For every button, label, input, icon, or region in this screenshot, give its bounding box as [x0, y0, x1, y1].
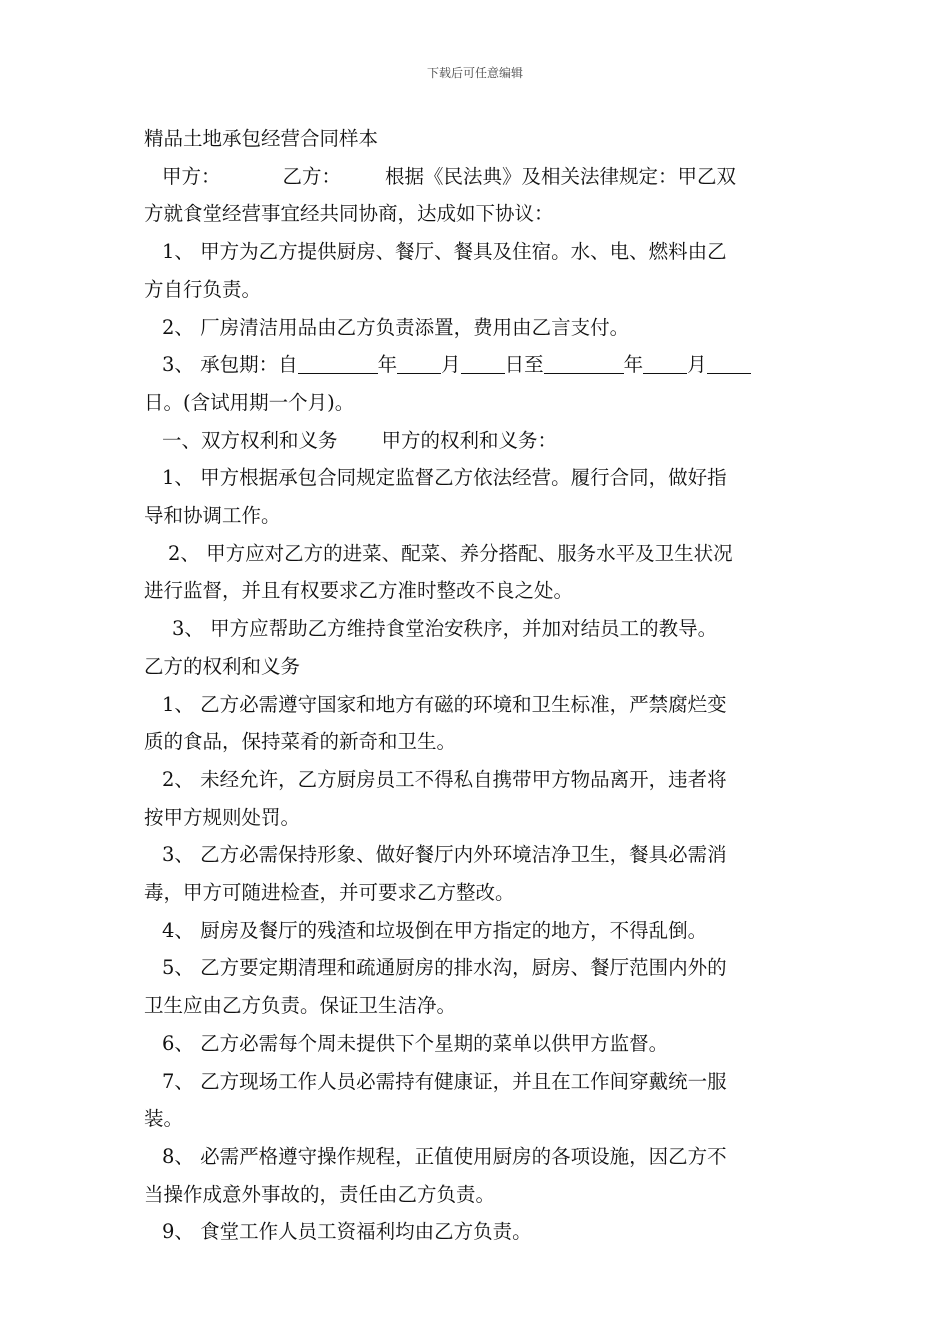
party-b-duty-8-line-1: 8、 必需严格遵守操作规程，正值使用厨房的各项设施，因乙方不 [162, 1144, 727, 1168]
party-b-duty-1-line-2: 质的食品，保持菜肴的新奇和卫生。 [144, 730, 457, 754]
term-prefix: 3、 承包期：自 [162, 353, 298, 377]
preamble-line-1 [144, 158, 809, 196]
party-b-duty-4: 4、 厨房及餐厅的残渣和垃圾倒在甲方指定的地方，不得乱倒。 [162, 918, 708, 942]
term-line-2: 日。(含试用期一个月)。 [144, 390, 355, 414]
party-b-duty-8-line-2: 当操作成意外事故的，责任由乙方负责。 [144, 1182, 496, 1206]
preamble-line-2: 方就食堂经营事宜经共同协商，达成如下协议： [144, 202, 554, 226]
term-line-1 [144, 346, 809, 384]
party-b-duty-5-line-2: 卫生应由乙方负责。保证卫生洁净。 [144, 994, 457, 1018]
party-a-duty-1-line-1: 1、 甲方根据承包合同规定监督乙方依法经营。履行合同，做好指 [162, 466, 727, 490]
document-body [144, 120, 809, 1251]
party-b-duty-7-line-1: 7、 乙方现场工作人员必需持有健康证，并且在工作间穿戴统一服 [162, 1069, 727, 1093]
party-b-duty-1-line-1: 1、 乙方必需遵守国家和地方有磁的环境和卫生标准，严禁腐烂变 [162, 692, 727, 716]
clause-1-line-2: 方自行负责。 [144, 277, 262, 301]
party-b-duty-2-line-2: 按甲方规则处罚。 [144, 805, 301, 829]
section-1-heading [144, 422, 809, 460]
start-month-blank [397, 354, 441, 375]
party-b-duty-6: 6、 乙方必需每个周未提供下个星期的菜单以供甲方监督。 [162, 1031, 669, 1055]
party-b-duty-5-line-1: 5、 乙方要定期清理和疏通厨房的排水沟，厨房、餐厅范围内外的 [162, 956, 727, 980]
party-b-duty-3-line-1: 3、 乙方必需保持形象、做好餐厅内外环境洁净卫生，餐具必需消 [162, 843, 727, 867]
term-month-label: 月 [441, 353, 461, 377]
party-a-label: 甲方： [162, 164, 221, 188]
clause-1-line-1: 1、 甲方为乙方提供厨房、餐厅、餐具及住宿。水、电、燃料由乙 [162, 240, 727, 264]
section-2-heading: 乙方的权利和义务 [144, 654, 301, 678]
start-day-blank [461, 354, 505, 375]
term-day-to-label: 日至 [504, 353, 544, 377]
party-b-duty-2-line-1: 2、 未经允许，乙方厨房员工不得私自携带甲方物品离开，违者将 [162, 767, 727, 791]
party-b-duty-3-line-2: 毒，甲方可随进检查，并可要求乙方整改。 [144, 881, 515, 905]
party-a-duty-1-line-2: 导和协调工作。 [144, 504, 281, 528]
party-b-duty-7-line-2: 装。 [144, 1107, 184, 1131]
party-b-duty-9: 9、 食堂工作人员工资福利均由乙方负责。 [162, 1220, 532, 1244]
preamble-text: 根据《民法典》及相关法律规定：甲乙双 [385, 164, 737, 188]
end-month-blank [643, 354, 687, 375]
party-a-duty-2-line-2: 进行监督，并且有权要求乙方准时整改不良之处。 [144, 579, 574, 603]
party-a-duty-2-line-1: 2、 甲方应对乙方的进菜、配菜、养分搭配、服务水平及卫生状况 [168, 541, 733, 565]
document-title: 精品土地承包经营合同样本 [144, 127, 379, 150]
term-month-label-2: 月 [687, 353, 707, 377]
party-b-label: 乙方： [282, 164, 342, 188]
party-a-duty-3: 3、 甲方应帮助乙方维持食堂治安秩序，并加对结员工的教导。 [172, 617, 718, 641]
end-year-blank [544, 354, 624, 375]
clause-2: 2、 厂房清洁用品由乙方负责添置，费用由乙言支付。 [162, 315, 630, 339]
section-1-title: 一、双方权利和义务 [162, 428, 338, 452]
start-year-blank [298, 354, 378, 375]
party-a-duties-heading: 甲方的权利和义务： [381, 428, 558, 452]
term-year-label: 年 [377, 353, 398, 377]
term-year-label-2: 年 [623, 353, 644, 377]
page-header: 下载后可任意编辑 [426, 66, 523, 80]
end-day-blank [707, 354, 751, 375]
